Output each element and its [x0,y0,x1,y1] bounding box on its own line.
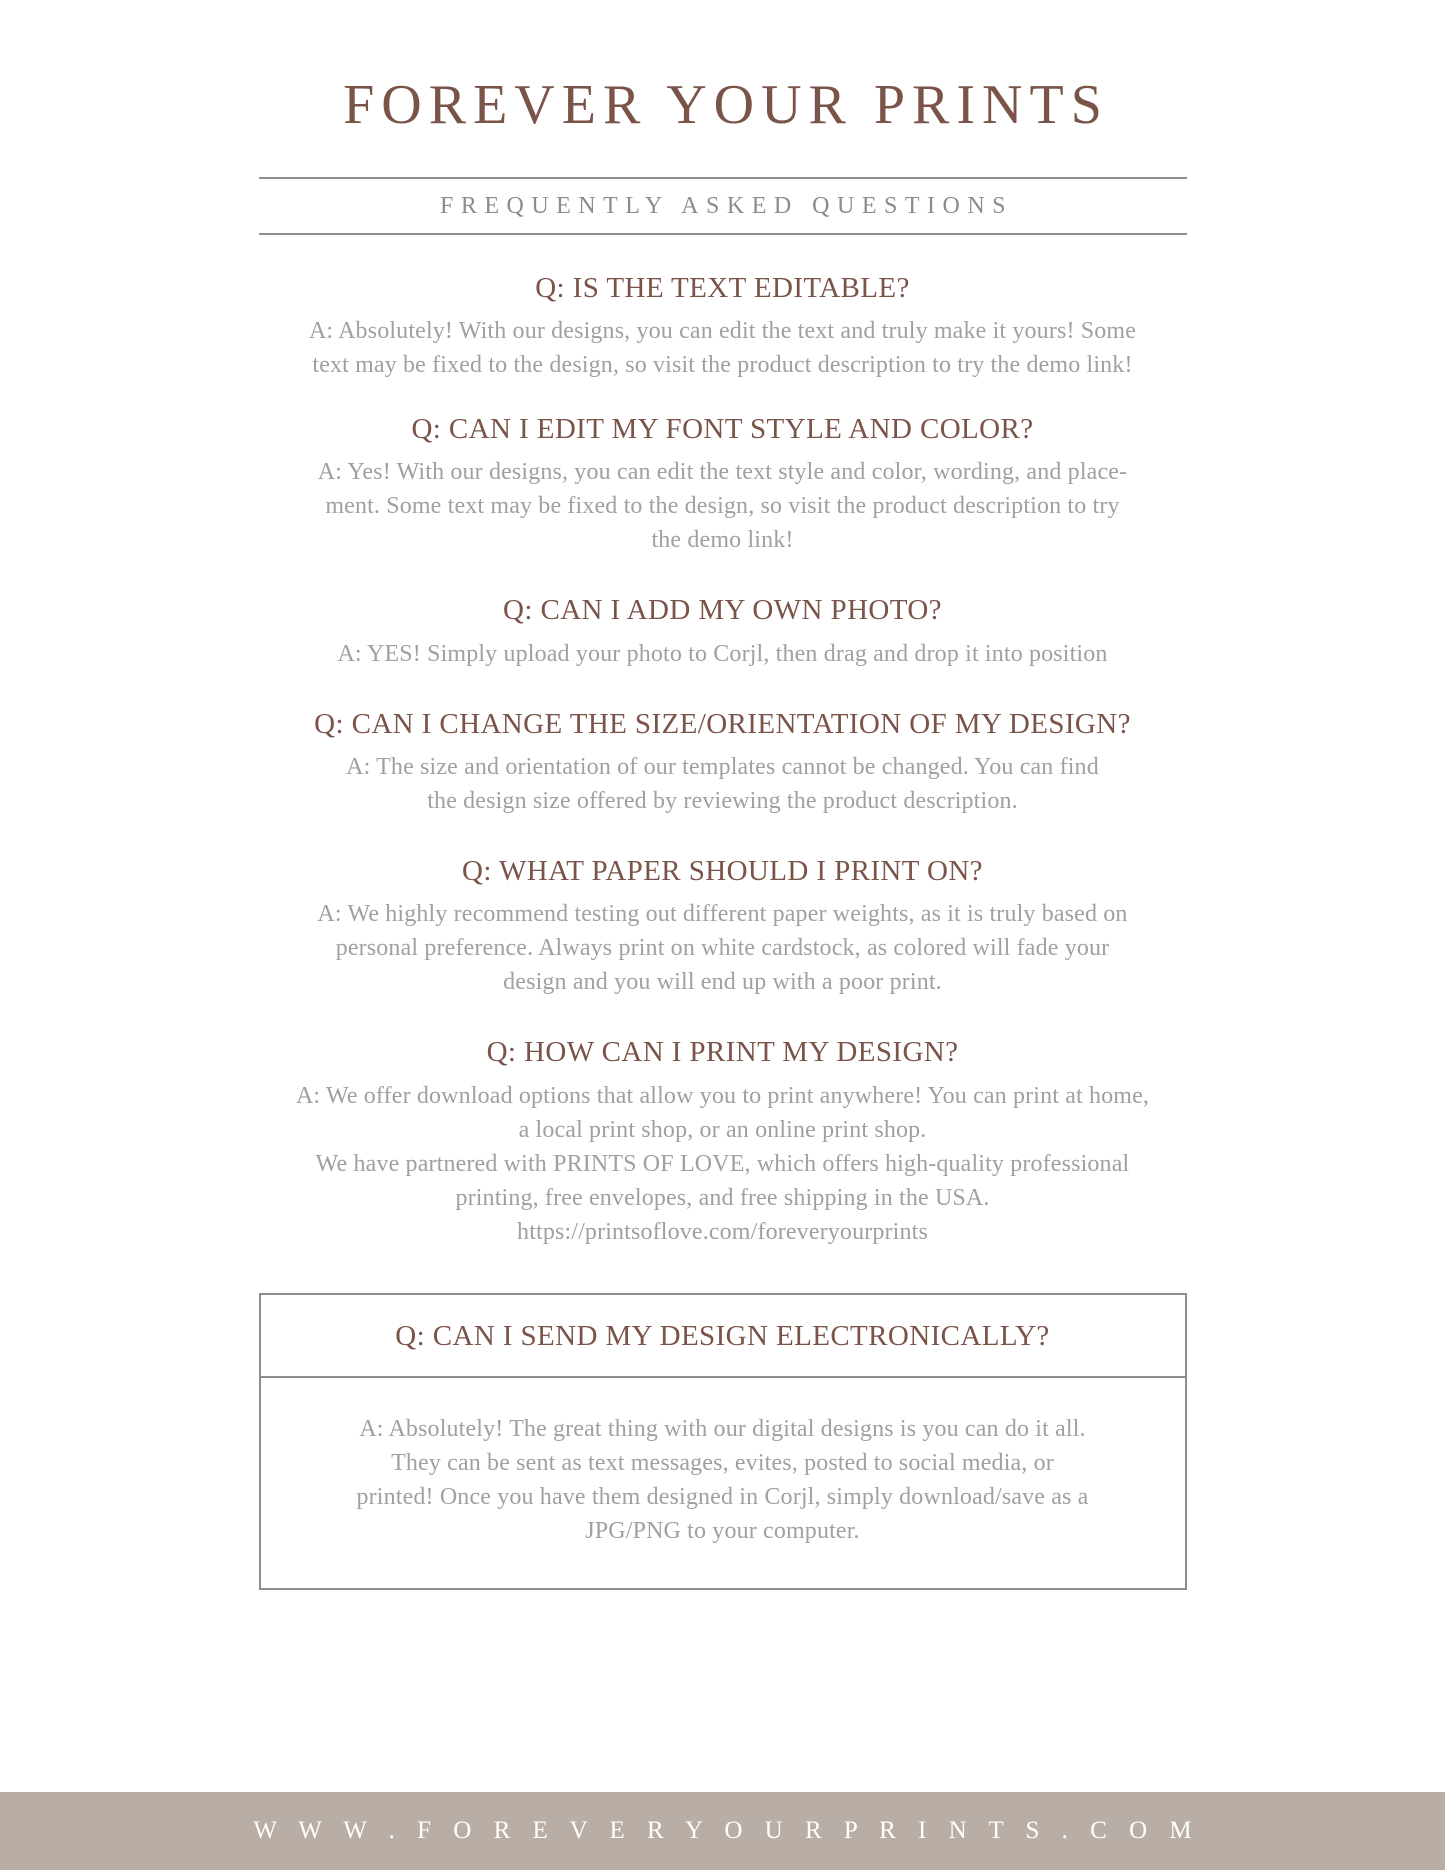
answer-line: A: Absolutely! The great thing with our digital designs is you can do it all. [359,1416,1086,1443]
answer-line: They can be sent as text messages, evites, posted to social media, or [391,1450,1054,1477]
faq-question: Q: WHAT PAPER SHOULD I PRINT ON? [462,854,983,887]
boxed-faq-body [261,1378,1185,1588]
answer-line: A: Absolutely! With our designs, you can edit the text and truly make it yours! Some [308,317,1137,344]
answer-line: ment. Some text may be fixed to the design, so visit the product description to try [325,493,1120,520]
answer-line: a local print shop, or an online print shop. [518,1116,927,1143]
faq-question: Q: CAN I ADD MY OWN PHOTO? [503,594,942,627]
page-footer [0,1792,1445,1870]
answer-line: the design size offered by reviewing the product description. [427,787,1018,814]
answer-line: A: We highly recommend testing out different paper weights, as it is truly based on [317,901,1128,928]
faq-question: Q: CAN I EDIT MY FONT STYLE AND COLOR? [411,413,1034,446]
faq-item-add-photo [243,591,1203,670]
boxed-faq-item-send-electronically [259,1293,1187,1590]
faq-item-text-editable [243,269,1203,382]
answer-line: A: YES! Simply upload your photo to Corjl, then drag and drop it into position [337,640,1108,667]
subtitle-band [259,179,1187,233]
answer-line: JPG/PNG to your computer. [585,1518,860,1545]
answer-line: A: Yes! With our designs, you can edit the text style and color, wording, and place- [317,459,1128,486]
faq-answer [243,750,1203,818]
faq-item-font-style-color [243,410,1203,557]
boxed-faq-question: Q: CAN I SEND MY DESIGN ELECTRONICALLY? [395,1319,1050,1352]
answer-line: A: The size and orientation of our templates cannot be changed. You can find [346,753,1099,780]
answer-line: the demo link! [651,527,794,554]
faq-question: Q: CAN I CHANGE THE SIZE/ORIENTATION OF MY DESIGN? [314,707,1131,740]
faq-list [243,235,1203,1249]
answer-line: text may be fixed to the design, so visit the product description to try the demo link! [312,352,1133,379]
answer-line: printing, free envelopes, and free shipping in the USA. [455,1184,990,1211]
faq-answer [243,455,1203,557]
prints-of-love-url[interactable]: https://printsoflove.com/foreveryourprints [517,1218,928,1245]
footer-website-url[interactable]: W W W . F O R E V E R Y O U R P R I N T S . C O M [253,1817,1200,1844]
page-subtitle: FREQUENTLY ASKED QUESTIONS [439,192,1014,219]
answer-line: design and you will end up with a poor print. [503,969,942,996]
answer-line: A: We offer download options that allow you to print anywhere! You can print at home, [295,1082,1150,1109]
answer-line: personal preference. Always print on white cardstock, as colored will fade your [335,935,1110,962]
faq-item-size-orientation [243,705,1203,818]
faq-answer [243,1079,1203,1249]
faq-question: Q: IS THE TEXT EDITABLE? [535,271,910,304]
answer-line: printed! Once you have them designed in Corjl, simply download/save as a [356,1484,1089,1511]
faq-question: Q: HOW CAN I PRINT MY DESIGN? [486,1036,959,1069]
faq-answer [243,897,1203,999]
page-header [0,0,1445,235]
answer-line: We have partnered with PRINTS OF LOVE, which offers high-quality professional [315,1150,1130,1177]
faq-answer [243,314,1203,382]
faq-item-paper-type [243,852,1203,999]
faq-item-how-to-print [243,1033,1203,1249]
boxed-faq-header [261,1295,1185,1378]
faq-answer [243,637,1203,671]
brand-title: FOREVER YOUR PRINTS [343,74,1109,136]
boxed-faq-answer [301,1412,1145,1548]
